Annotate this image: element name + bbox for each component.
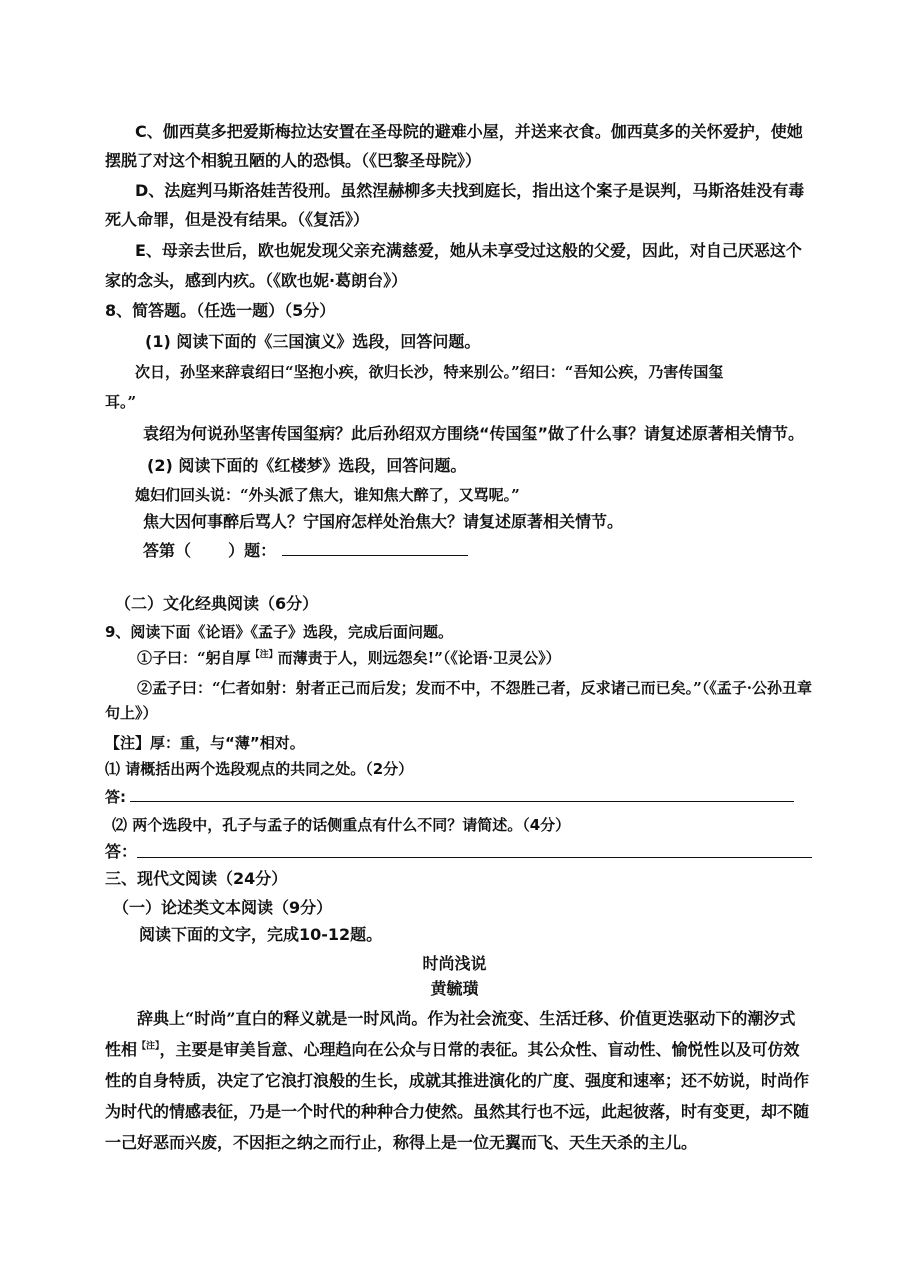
q8-part2-excerpt: 媳妇们回头说：“外头派了焦大，谁知焦大醉了，又骂呢。” (135, 486, 520, 504)
essay-author: 黄毓璜 (430, 979, 479, 998)
q9-quote2-line1: ②孟子曰：“仁者如射：射者正己而后发；发而不中，不怨胜己者，反求诸己而已矣。”（《孟子·公孙丑章 (137, 679, 812, 697)
q8-part1-excerpt-line1: 次日，孙坚来辞袁绍曰“坚抱小疾，欲归长沙，特来别公。”绍曰：“吾知公疾，乃害传国玺 (135, 363, 724, 381)
essay-line2-start: 性相 (105, 1040, 138, 1059)
q8-answer-line (143, 539, 468, 561)
q8-answer-label-b: ）题： (228, 541, 277, 560)
q9-note: 【注】厚：重，与“薄”相对。 (105, 734, 305, 752)
q8-part2-prompt: (2) 阅读下面的《红楼梦》选段，回答问题。 (147, 456, 467, 475)
q9-quote1-note-mark: 【注】 (250, 650, 278, 660)
q8-part1-prompt: (1) 阅读下面的《三国演义》选段，回答问题。 (145, 332, 481, 351)
q7-option-c-line2: 摆脱了对这个相貌丑陋的人的恐惧。（《巴黎圣母院》） (105, 151, 482, 170)
section3-sub-heading: （一）论述类文本阅读（9分） (113, 898, 333, 917)
q8-part2-question: 焦大因何事醉后骂人？宁国府怎样处治焦大？请复述原著相关情节。 (143, 512, 624, 531)
q7-option-d-line1: D、法庭判马斯洛娃苦役刑。虽然涅赫柳多夫找到庭长，指出这个案子是误判，马斯洛娃没有毒 (135, 181, 805, 200)
q8-part1-question: 袁绍为何说孙坚害传国玺病？此后孙绍双方围绕“传国玺”做了什么事？请复述原著相关情节。 (143, 424, 805, 443)
section3-heading: 三、现代文阅读（24分） (105, 869, 288, 888)
q9-answer-line-1[interactable] (130, 801, 794, 802)
section3-instruction: 阅读下面的文字，完成10-12题。 (139, 925, 383, 944)
q7-option-d-line2: 死人命罪，但是没有结果。（《复活》） (105, 210, 370, 229)
q8-answer-blank[interactable] (282, 539, 468, 556)
q9-quote1-start: ①子曰：“躬自厚 (137, 649, 251, 667)
q9-answer-label-2: 答： (105, 842, 138, 861)
essay-paragraph-line4: 为时代的情感表征，乃是一个时代的种种合力使然。虽然其行也不远，此起彼落，时有变更，却不随 (105, 1102, 810, 1121)
q7-option-c-line1: C、伽西莫多把爱斯梅拉达安置在圣母院的避难小屋，并送来衣食。伽西莫多的关怀爱护，使她 (135, 122, 803, 141)
section2-heading: （二）文化经典阅读（6分） (115, 594, 319, 613)
q9-heading: 9、阅读下面《论语》《孟子》选段，完成后面问题。 (105, 623, 453, 641)
q9-sub1: ⑴ 请概括出两个选段观点的共同之处。（2分） (105, 760, 414, 778)
essay-paragraph-line3: 性的自身特质，决定了它浪打浪般的生长，成就其推进演化的广度、强度和速率；还不妨说，时尚作 (105, 1071, 810, 1090)
q8-heading: 8、简答题。（任选一题）（5分） (105, 301, 336, 320)
q9-quote2-line2: 句上》） (105, 704, 158, 722)
q9-answer-label-1: 答: (105, 788, 126, 806)
essay-title: 时尚浅说 (422, 954, 487, 973)
q9-quote1 (137, 648, 561, 668)
essay-paragraph-line5: 一己好恶而兴废，不因拒之纳之而行止，称得上是一位无翼而飞、天生天杀的主儿。 (105, 1133, 698, 1152)
q7-option-e-line2: 家的念头，感到内疚。（《欧也妮·葛朗台》） (105, 271, 408, 290)
q8-answer-label-a: 答第（ (143, 541, 192, 560)
essay-paragraph-line2 (105, 1040, 800, 1060)
essay-note-mark: 【注】 (137, 1041, 160, 1052)
q8-part1-excerpt-line2: 耳。” (105, 393, 137, 411)
essay-paragraph-line1: 辞典上“时尚”直白的释义就是一时风尚。作为社会流变、生活迁移、价值更迭驱动下的潮汐式 (137, 1009, 796, 1028)
essay-line2-end: ，主要是审美旨意、心理趋向在公众与日常的表征。其公众性、盲动性、愉悦性以及可仿效 (159, 1040, 800, 1059)
q9-quote1-end: 而薄责于人，则远怨矣!”（《论语·卫灵公》） (277, 649, 561, 667)
q9-sub2: ⑵ 两个选段中，孔子与孟子的话侧重点有什么不同？请简述。（4分） (112, 816, 571, 834)
q9-answer-line-2[interactable] (137, 857, 812, 858)
q7-option-e-line1: E、母亲去世后，欧也妮发现父亲充满慈爱，她从未享受过这般的父爱，因此，对自己厌恶这个 (135, 241, 802, 260)
